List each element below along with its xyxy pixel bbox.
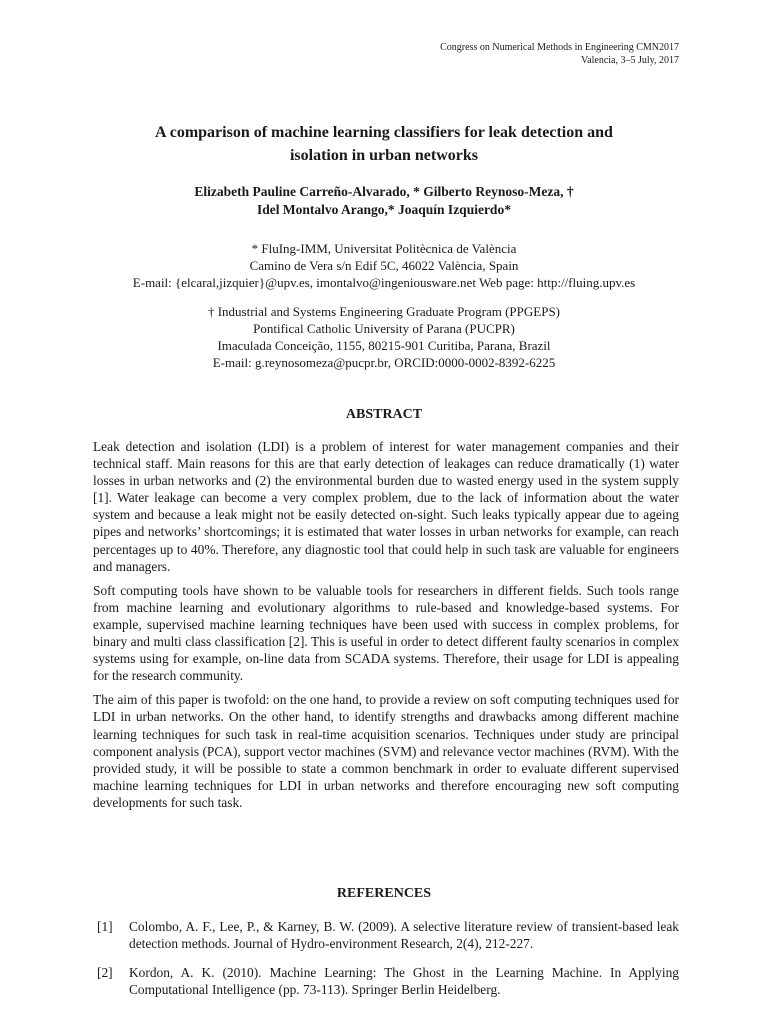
conference-name: Congress on Numerical Methods in Engineering CMN2017 [440, 42, 679, 53]
affiliation-1 [70, 240, 698, 291]
reference-number: [1] [97, 919, 113, 934]
reference-text: Colombo, A. F., Lee, P., & Karney, B. W. (2009). A selective literature review of transient-based leak detection methods. Journal of Hydro-environment Research, 2(4), 212-227. [129, 919, 679, 952]
reference-item [97, 918, 679, 952]
affiliation-1-line-3: E-mail: {elcaral,jizquier}@upv.es, imontalvo@ingeniousware.net Web page: http://fluing.upv.es [132, 275, 636, 290]
references-heading: REFERENCES [336, 886, 432, 901]
affiliation-2-line-2: Pontifical Catholic University of Parana (PUCPR) [253, 321, 515, 336]
author-line-2: Idel Montalvo Arango,* Joaquín Izquierdo* [257, 202, 511, 217]
affiliation-2-line-3: Imaculada Conceição, 1155, 80215-901 Curitiba, Parana, Brazil [217, 338, 551, 353]
paper-title-line-2: isolation in urban networks [289, 147, 479, 164]
affiliation-2 [70, 303, 698, 371]
abstract-paragraph-1: Leak detection and isolation (LDI) is a problem of interest for water management companies and their technical staff. Main reasons for this are that early detection of leakages can reduce dramatically (1) water losses in urban networks and (2) the environmental burden due to wasted energy used in the system supply [1]. Water leakage can become a very complex problem, due to the lack of information about the water system and because a leak might not be easily detected on-sight. Such leaks typically appear due to ageing pipes and networks’ shortcomings; it is estimated that water losses in urban networks for example, can reach percentages up to 40%. Therefore, any diagnostic tool that could help in such task are valuable for engineers and managers. [93, 439, 679, 574]
conference-header [440, 41, 679, 67]
affiliation-1-line-1: * FluIng-IMM, Universitat Politècnica de València [251, 241, 517, 256]
abstract-body [93, 438, 679, 818]
abstract-paragraph-2: Soft computing tools have shown to be valuable tools for researchers in different fields. Such tools range from machine learning and evolutionary algorithms to rule-based and knowledge-based systems. For example, supervised machine learning techniques have been used with success in complex problems, for binary and multi class classification [2]. This is useful in order to detect different faulty scenarios in complex systems using for example, on-line data from SCADA systems. Therefore, their usage for LDI is appealing for the research community. [93, 582, 679, 684]
paper-title-line-1: A comparison of machine learning classifiers for leak detection and [155, 124, 613, 141]
reference-number: [2] [97, 965, 113, 981]
conference-location: Valencia, 3–5 July, 2017 [581, 55, 679, 66]
paper-title [84, 121, 684, 167]
reference-item [97, 964, 679, 998]
abstract-paragraph-3: The aim of this paper is twofold: on the one hand, to provide a review on soft computing techniques used for LDI in urban networks. On the other hand, to identify strengths and drawbacks among different machine learning techniques for such task in real-time acquisition scenarios. Techniques under study are principal component analysis (PCA), support vector machines (SVM) and relevance vector machines (RVM). With the provided study, it will be possible to state a common benchmark in order to evaluate different supervised machine learning techniques for LDI in urban networks and therefore encouraging new soft computing developments for such task. [93, 692, 679, 810]
affiliation-2-line-1: † Industrial and Systems Engineering Graduate Program (PPGEPS) [207, 304, 561, 319]
affiliation-1-line-2: Camino de Vera s/n Edif 5C, 46022 València, Spain [249, 258, 519, 273]
abstract-heading: ABSTRACT [345, 407, 423, 422]
reference-list [97, 918, 679, 1010]
author-line-1: Elizabeth Pauline Carreño-Alvarado, * Gilberto Reynoso-Meza, † [194, 184, 574, 199]
author-list [84, 183, 684, 219]
reference-text: Kordon, A. K. (2010). Machine Learning: The Ghost in the Learning Machine. In Applying Computational Intelligence (pp. 73-113). Springer Berlin Heidelberg. [129, 965, 679, 998]
affiliation-2-line-4: E-mail: g.reynosomeza@pucpr.br, ORCID:0000-0002-8392-6225 [212, 355, 556, 370]
